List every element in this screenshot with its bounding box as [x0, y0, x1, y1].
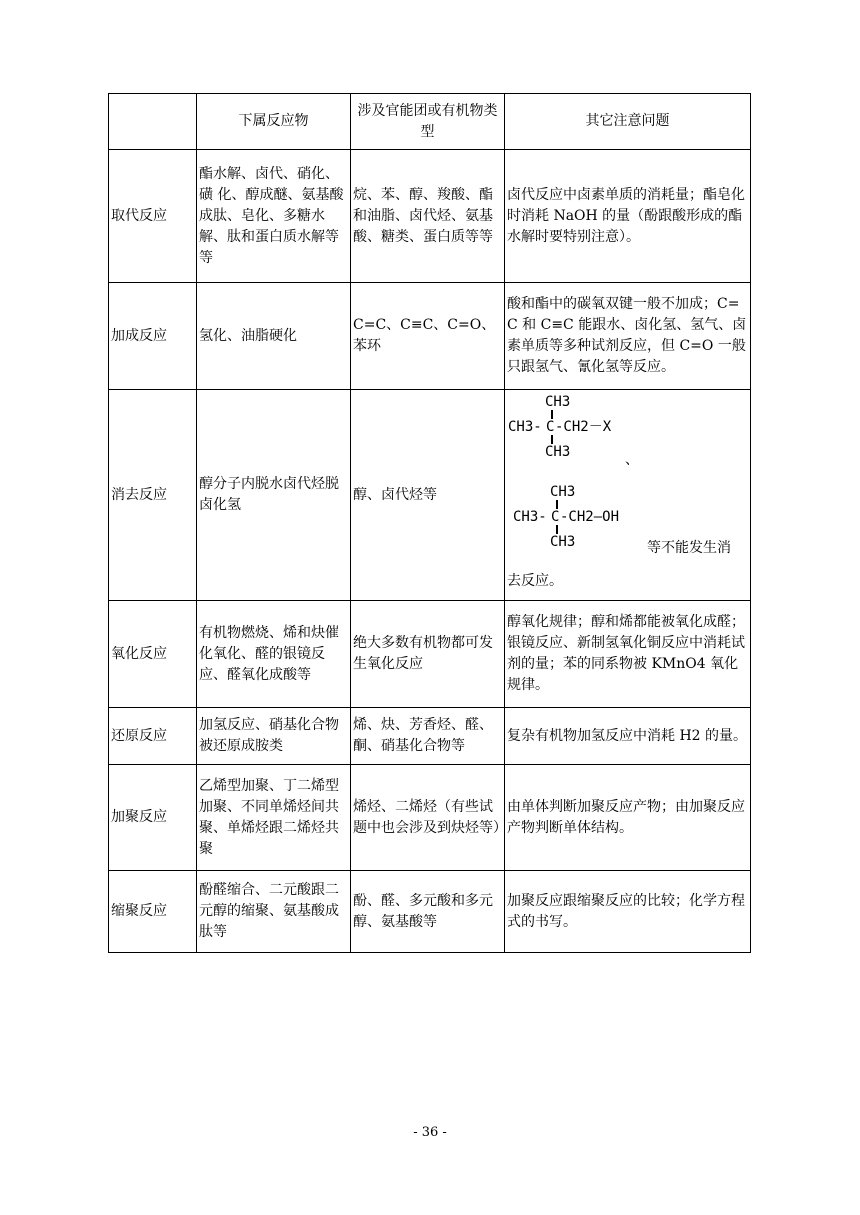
groups-cell: 醇、卤代烃等: [351, 390, 505, 601]
notes-cell: 由单体判断加聚反应产物；由加聚反应产物判断单体结构。: [505, 765, 751, 871]
table-row: [109, 390, 751, 601]
groups-cell: 烷、苯、醇、羧酸、酯和油脂、卤代烃、氨基酸、糖类、蛋白质等等: [351, 150, 505, 283]
reactants-cell: 有机物燃烧、烯和炔催化氧化、醛的银镜反应、醛氧化成酸等: [197, 601, 351, 708]
reactants-cell: 乙烯型加聚、丁二烯型加聚、不同单烯烃间共聚、单烯烃跟二烯烃共聚: [197, 765, 351, 871]
reaction-table: [108, 93, 751, 953]
reactants-cell: 氢化、油脂硬化: [197, 283, 351, 390]
reaction-type: 氧化反应: [109, 601, 197, 708]
groups-cell: 烯烃、二烯烃（有些试题中也会涉及到炔烃等）: [351, 765, 505, 871]
table-row: [109, 601, 751, 708]
page-number: - 36 -: [413, 1125, 447, 1140]
notes-tail-1: 等不能发生消: [647, 540, 731, 556]
table-row: [109, 150, 751, 283]
reactants-cell: 加氢反应、硝基化合物被还原成胺类: [197, 708, 351, 765]
struct2-center-c: C: [551, 509, 560, 525]
reaction-type: 缩聚反应: [109, 871, 197, 953]
header-groups: 涉及官能团或有机物类型: [351, 94, 505, 150]
struct2-top-ch3: CH3: [550, 484, 576, 500]
struct1-right-chain: -CH2－X: [555, 419, 612, 435]
reactants-cell: 酚醛缩合、二元酸跟二元醇的缩聚、氨基酸成肽等: [197, 871, 351, 953]
struct2-right-chain: -CH2—OH: [560, 509, 620, 525]
notes-cell: 卤代反应中卤素单质的消耗量；酯皂化时消耗 NaOH 的量（酚跟酸形成的酯水解时要特别注意）。: [505, 150, 751, 283]
table-row: [109, 871, 751, 953]
groups-cell: 绝大多数有机物都可发生氧化反应: [351, 601, 505, 708]
struct1-left-ch3: CH3-: [508, 419, 542, 435]
struct1-bottom-ch3: CH3: [545, 444, 571, 460]
reactants-cell: 醇分子内脱水卤代烃脱卤化氢: [197, 390, 351, 601]
header-notes: 其它注意问题: [505, 94, 751, 150]
notes-tail-2: 去反应。: [507, 573, 563, 589]
reaction-type: 加聚反应: [109, 765, 197, 871]
struct2-bottom-ch3: CH3: [550, 534, 576, 550]
table-row: [109, 708, 751, 765]
structure-drawings: [505, 390, 750, 600]
table-row: [109, 765, 751, 871]
header-reactants: 下属反应物: [197, 94, 351, 150]
reaction-type: 取代反应: [109, 150, 197, 283]
notes-cell: 加聚反应跟缩聚反应的比较；化学方程式的书写。: [505, 871, 751, 953]
notes-cell: 复杂有机物加氢反应中消耗 H2 的量。: [505, 708, 751, 765]
header-cell-blank: [109, 94, 197, 150]
table-row: [109, 283, 751, 390]
groups-cell: 烯、炔、芳香烃、醛、酮、硝基化合物等: [351, 708, 505, 765]
header-row: [109, 94, 751, 150]
reactants-cell: 酯水解、卤代、硝化、磺 化、醇成醚、氨基酸成肽、皂化、多糖水解、肽和蛋白质水解等等: [197, 150, 351, 283]
groups-cell: C=C、C≡C、C=O、苯环: [351, 283, 505, 390]
notes-cell-structures: [505, 390, 751, 601]
notes-cell: 醇氧化规律；醇和烯都能被氧化成醛；银镜反应、新制氢氧化铜反应中消耗试剂的量；苯的同系物被 KMnO4 氧化规律。: [505, 601, 751, 708]
struct1-top-ch3: CH3: [545, 394, 571, 410]
reaction-type: 消去反应: [109, 390, 197, 601]
notes-cell: 酸和酯中的碳氧双键一般不加成；C=C 和 C≡C 能跟水、卤化氢、氢气、卤素单质等多种试剂反应，但 C=O 一般只跟氢气、氰化氢等反应。: [505, 283, 751, 390]
struct2-left-ch3: CH3-: [513, 509, 547, 525]
reaction-type: 还原反应: [109, 708, 197, 765]
reaction-type: 加成反应: [109, 283, 197, 390]
groups-cell: 酚、醛、多元酸和多元醇、氨基酸等: [351, 871, 505, 953]
struct-separator: 、: [625, 452, 639, 468]
struct1-center-c: C: [546, 419, 555, 435]
